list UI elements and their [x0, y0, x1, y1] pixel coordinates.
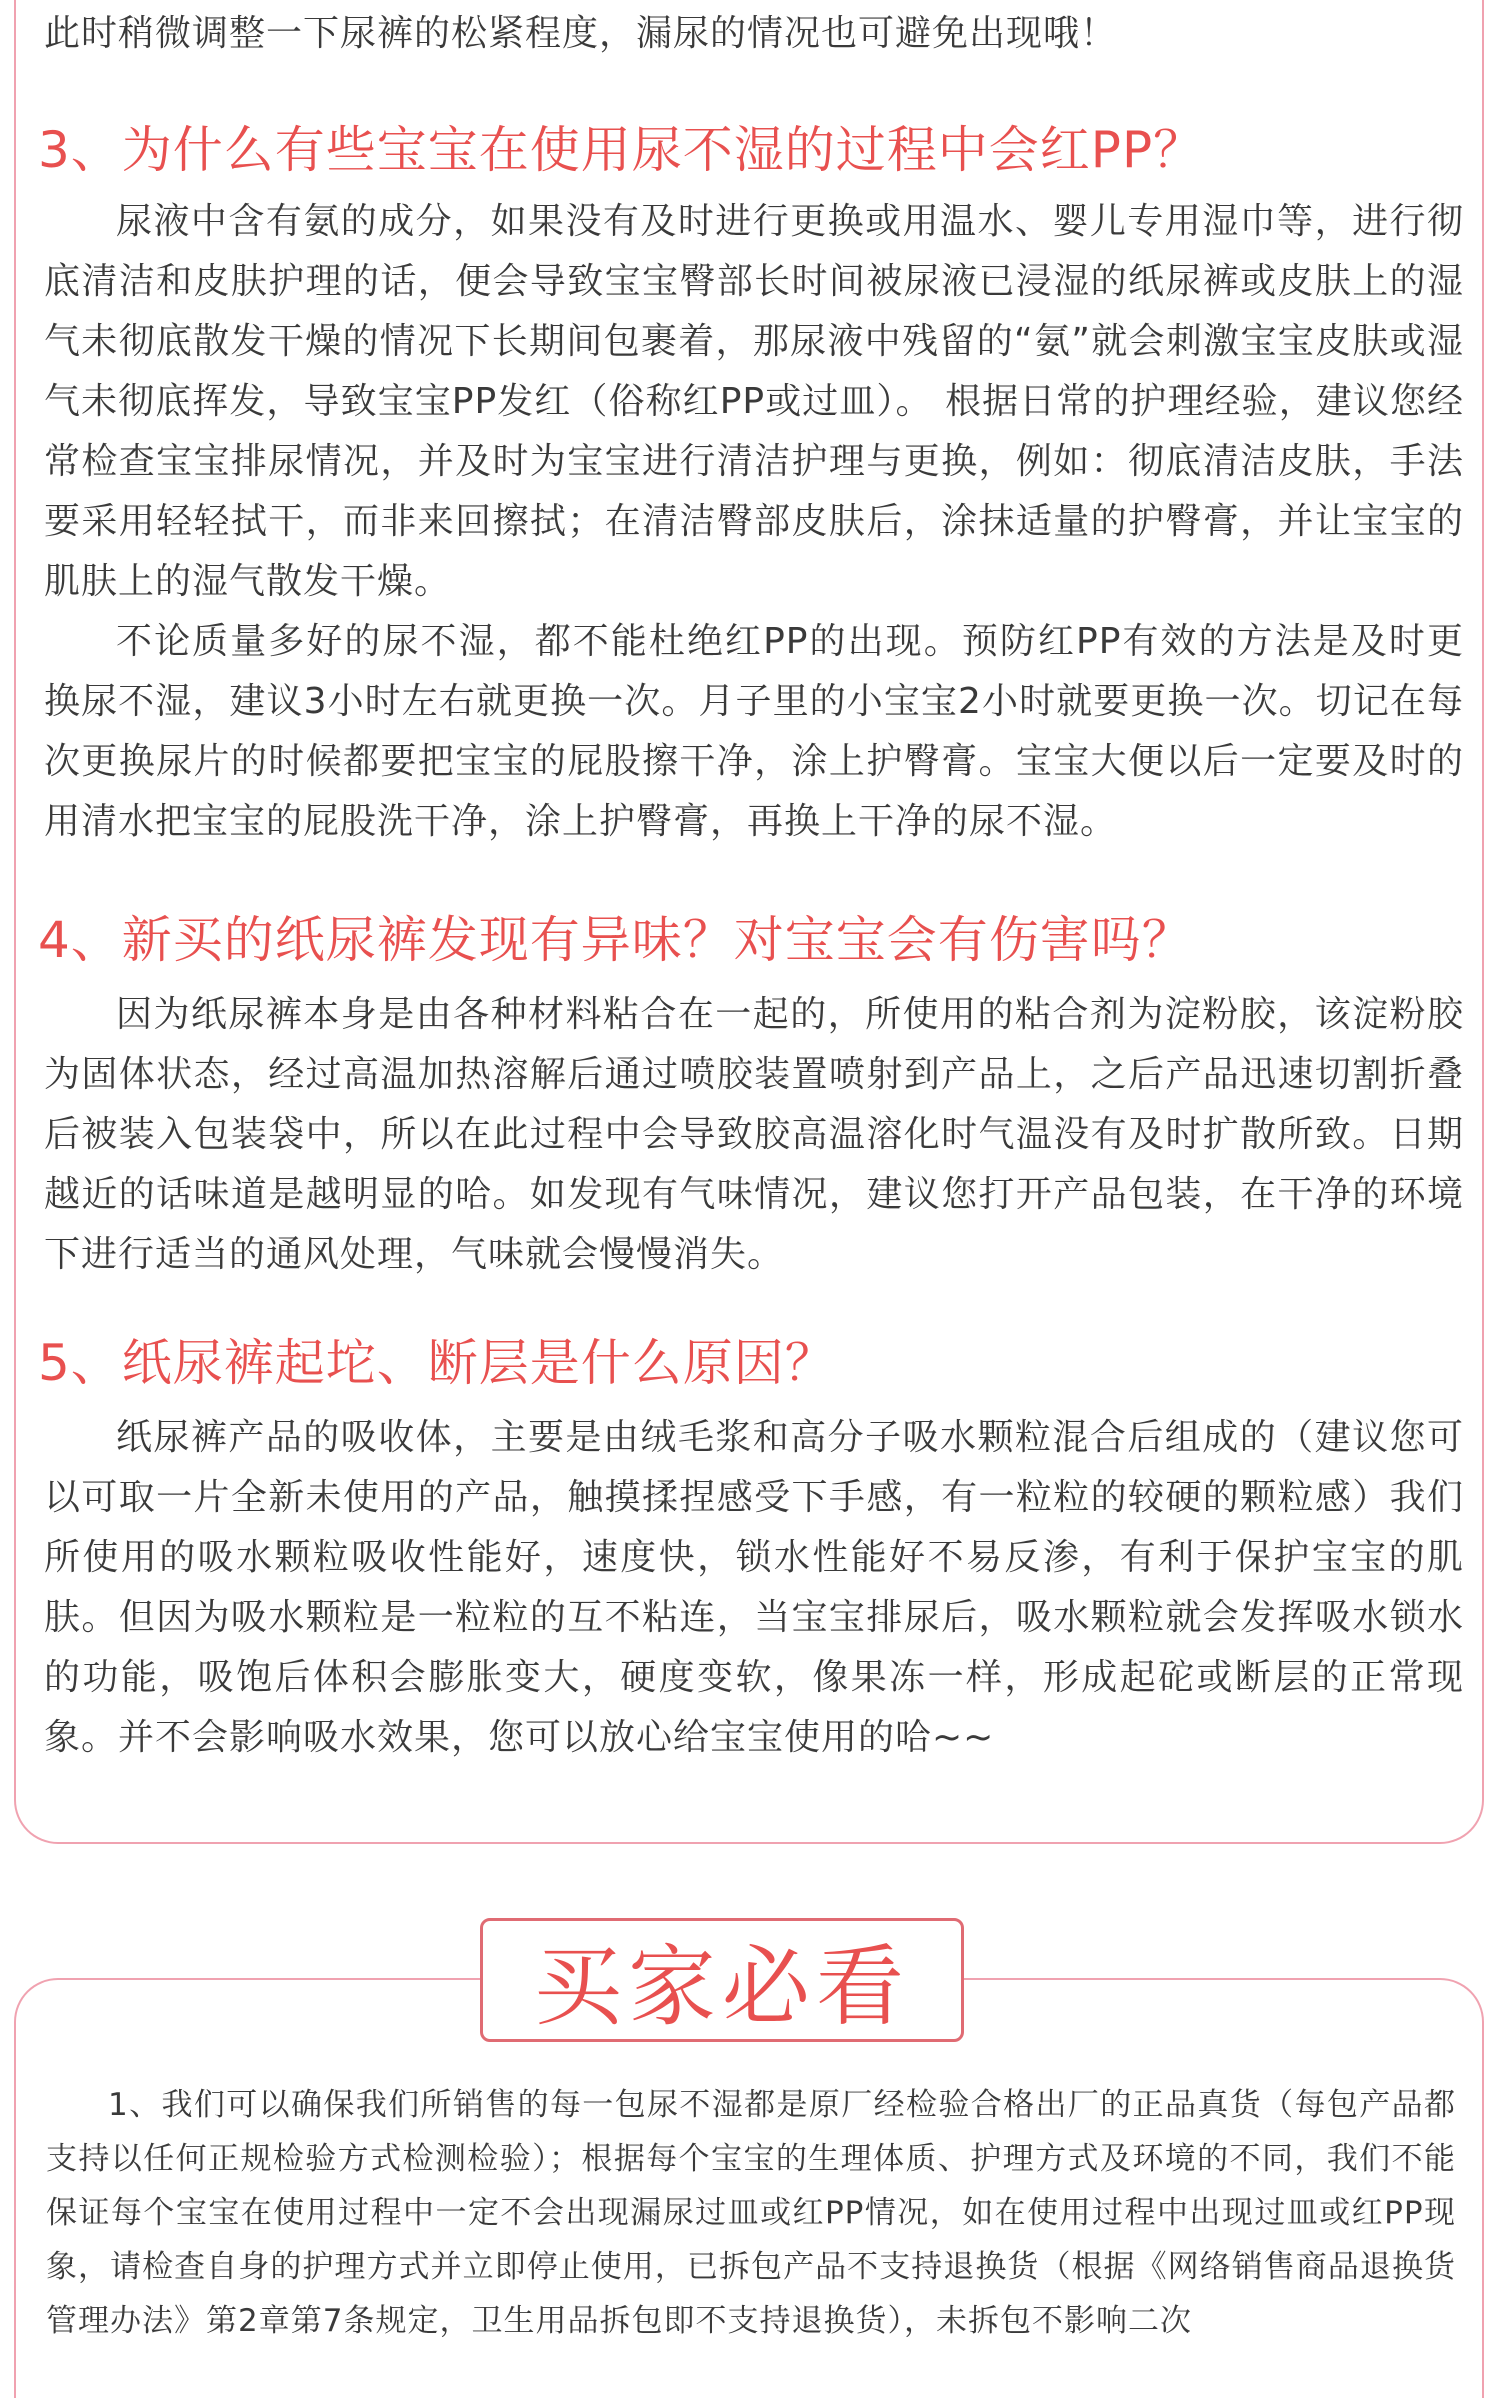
faq-heading-5: 5、纸尿裤起坨、断层是什么原因？	[38, 1334, 836, 1392]
faq-body-3	[44, 192, 1464, 852]
faq-5-paragraph-1: 纸尿裤产品的吸收体，主要是由绒毛浆和高分子吸水颗粒混合后组成的（建议您可以可取一片全新未使用的产品，触摸揉捏感受下手感，有一粒粒的较硬的颗粒感）我们所使用的吸水颗粒吸收性能好，速度快，锁水性能好不易反渗，有利于保护宝宝的肌肤。但因为吸水颗粒是一粒粒的互不粘连，当宝宝排尿后，吸水颗粒就会发挥吸水锁水的功能，吸饱后体积会膨胀变大，硬度变软，像果冻一样，形成起砣或断层的正常现象。并不会影响吸水效果，您可以放心给宝宝使用的哈~~	[44, 1417, 1464, 1758]
faq-4-paragraph-1: 因为纸尿裤本身是由各种材料粘合在一起的，所使用的粘合剂为淀粉胶，该淀粉胶为固体状态，经过高温加热溶解后通过喷胶装置喷射到产品上，之后产品迅速切割折叠后被装入包装袋中，所以在此过程中会导致胶高温溶化时气温没有及时扩散所致。日期越近的话味道是越明显的哈。如发现有气味情况，建议您打开产品包装，在干净的环境下进行适当的通风处理，气味就会慢慢消失。	[44, 994, 1464, 1275]
faq-3-paragraph-1: 尿液中含有氨的成分，如果没有及时进行更换或用温水、婴儿专用湿巾等，进行彻底清洁和皮肤护理的话，便会导致宝宝臀部长时间被尿液已浸湿的纸尿裤或皮肤上的湿气未彻底散发干燥的情况下长期间包裹着，那尿液中残留的“氨”就会刺激宝宝皮肤或湿气未彻底挥发，导致宝宝PP发红（俗称红PP或过皿）。 根据日常的护理经验，建议您经常检查宝宝排尿情况，并及时为宝宝进行清洁护理与更换，例如：彻底清洁皮肤，手法要采用轻轻拭干，而非来回擦拭；在清洁臀部皮肤后，涂抹适量的护臀膏，并让宝宝的肌肤上的湿气散发干燥。	[44, 201, 1464, 602]
faq-body-5	[44, 1408, 1464, 1768]
faq-heading-3: 3、为什么有些宝宝在使用尿不湿的过程中会红PP？	[38, 121, 1205, 179]
intro-line: 此时稍微调整一下尿裤的松紧程度，漏尿的情况也可避免出现哦！	[44, 13, 1118, 54]
faq-heading-4: 4、新买的纸尿裤发现有异味？对宝宝会有伤害吗？	[38, 911, 1193, 969]
buyer-notice-item-1: 1、我们可以确保我们所销售的每一包尿不湿都是原厂经检验合格出厂的正品真货（每包产品都支持以任何正规检验方式检测检验）；根据每个宝宝的生理体质、护理方式及环境的不同，我们不能保证每个宝宝在使用过程中一定不会出现漏尿过皿或红PP情况，如在使用过程中出现过皿或红PP现象，请检查自身的护理方式并立即停止使用，已拆包产品不支持退换货（根据《网络销售商品退换货管理办法》第2章第7条规定，卫生用品拆包即不支持退换货），未拆包不影响二次	[46, 2087, 1456, 2339]
faq-body-4	[44, 985, 1464, 1285]
faq-3-paragraph-2: 不论质量多好的尿不湿，都不能杜绝红PP的出现。预防红PP有效的方法是及时更换尿不湿，建议3小时左右就更换一次。月子里的小宝宝2小时就要更换一次。切记在每次更换尿片的时候都要把宝宝的屁股擦干净，涂上护臀膏。宝宝大便以后一定要及时的用清水把宝宝的屁股洗干净，涂上护臀膏，再换上干净的尿不湿。	[44, 621, 1464, 842]
buyer-notice-title: 买家必看	[480, 1918, 964, 2042]
